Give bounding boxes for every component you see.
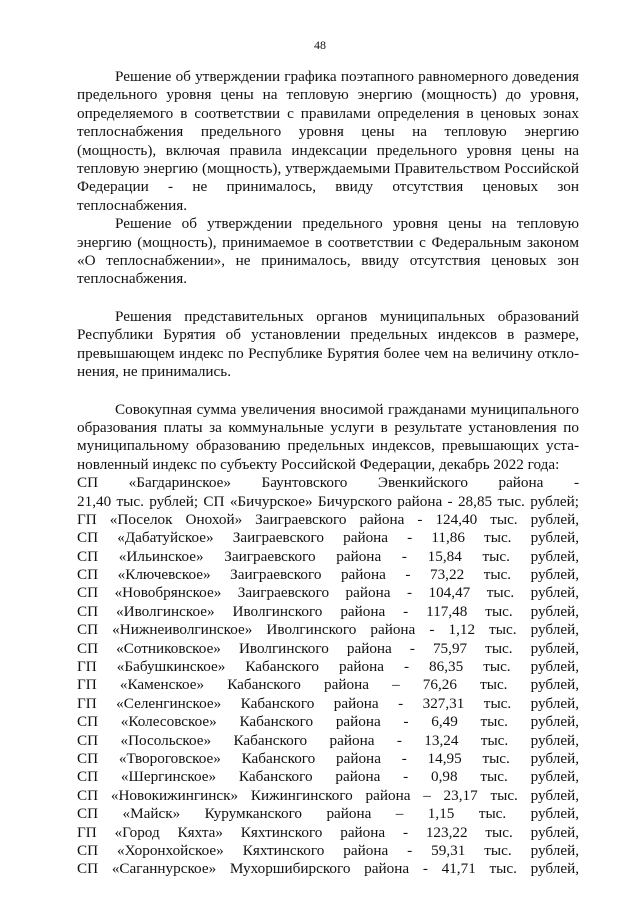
municipality-entry: ГП «Город Кяхта» Кяхтинского района - 123,22 тыс. рублей,: [77, 823, 579, 841]
municipality-entry: СП «Саганнурское» Мухоршибирского района - 41,71 тыс. рублей,: [77, 860, 579, 878]
municipality-list: [77, 474, 579, 879]
spacer: [77, 289, 579, 308]
municipality-entry: СП «Багдаринское» Баунтовского Эвенкийского района -: [77, 474, 579, 492]
municipality-entry: СП «Сотниковское» Иволгинского района - 75,97 тыс. рублей,: [77, 639, 579, 657]
municipality-entry: ГП «Каменское» Кабанского района – 76,26 тыс. рублей,: [77, 676, 579, 694]
municipality-entry: 21,40 тыс. рублей; СП «Бичурское» Бичурского района - 28,85 тыс. рублей;: [77, 492, 579, 510]
municipality-entry: СП «Шергинское» Кабанского района - 0,98 тыс. рублей,: [77, 768, 579, 786]
paragraph-total-increase-intro: Совокупная сумма увеличения вносимой гражданами муниципального образования платы за коммунальные услуги в результате установления по муниципальному образованию предельных индексов, превышающих установленный индекс по субъекту Российской Федерации, декабрь 2022 года:: [77, 400, 579, 473]
municipality-entry: СП «Хоронхойское» Кяхтинского района - 59,31 тыс. рублей,: [77, 841, 579, 859]
municipality-entry: СП «Майск» Курумканского района – 1,15 тыс. рублей,: [77, 805, 579, 823]
municipality-entry: СП «Колесовское» Кабанского района - 6,49 тыс. рублей,: [77, 713, 579, 731]
municipality-entry: СП «Нижнеиволгинское» Иволгинского района - 1,12 тыс. рублей,: [77, 621, 579, 639]
page-number: 48: [314, 38, 326, 52]
municipality-entry: СП «Ключевское» Заиграевского района - 73,22 тыс. рублей,: [77, 566, 579, 584]
municipality-entry: ГП «Поселок Онохой» Заиграевского района - 124,40 тыс. рублей,: [77, 510, 579, 528]
paragraph-price-schedule: Решение об утверждении графика поэтапного равномерного доведения предельного уровня цены на тепловую энергию (мощность) до уровня, определяемого в соответствии с правилами определения в ценовых зонах теплоснабжения предельного уровня цены на тепловую энергию (мощность), включая правила индексации предельного уровня цены на тепловую энергию (мощность), утверждаемыми Правительством Российской Федерации - не принималось, ввиду отсутствия ценовых зон теплоснабжения.: [77, 68, 579, 214]
municipality-entry: ГП «Бабушкинское» Кабанского района - 86,35 тыс. рублей,: [77, 658, 579, 676]
municipality-entry: СП «Твороговское» Кабанского района - 14,95 тыс. рублей,: [77, 749, 579, 767]
municipality-entry: СП «Иволгинское» Иволгинского района - 117,48 тыс. рублей,: [77, 602, 579, 620]
municipality-entry: СП «Новобрянское» Заиграевского района - 104,47 тыс. рублей,: [77, 584, 579, 602]
municipality-entry: СП «Новокижингинск» Кижингинского района – 23,17 тыс. рублей,: [77, 786, 579, 804]
paragraph-municipal-decisions: Решения представительных органов муниципальных образований Республики Бурятия об установлении предельных индексов в размере, превышающем индекс по Республике Бурятия более чем на величину отклонения, не принимались.: [77, 307, 579, 381]
municipality-entry: ГП «Селенгинское» Кабанского района - 327,31 тыс. рублей,: [77, 694, 579, 712]
municipality-entry: СП «Посольское» Кабанского района - 13,24 тыс. рублей,: [77, 731, 579, 749]
document-body: [77, 68, 579, 879]
paragraph-price-limit: Решение об утверждении предельного уровня цены на тепловую энергию (мощность), принимаемое в соответствии с Федеральным законом «О теплоснабжении», не принималось, ввиду отсутствия ценовых зон теплоснабжения.: [77, 215, 579, 288]
spacer: [77, 382, 579, 401]
municipality-entry: СП «Дабатуйское» Заиграевского района - 11,86 тыс. рублей,: [77, 529, 579, 547]
municipality-entry: СП «Ильинское» Заиграевского района - 15,84 тыс. рублей,: [77, 547, 579, 565]
